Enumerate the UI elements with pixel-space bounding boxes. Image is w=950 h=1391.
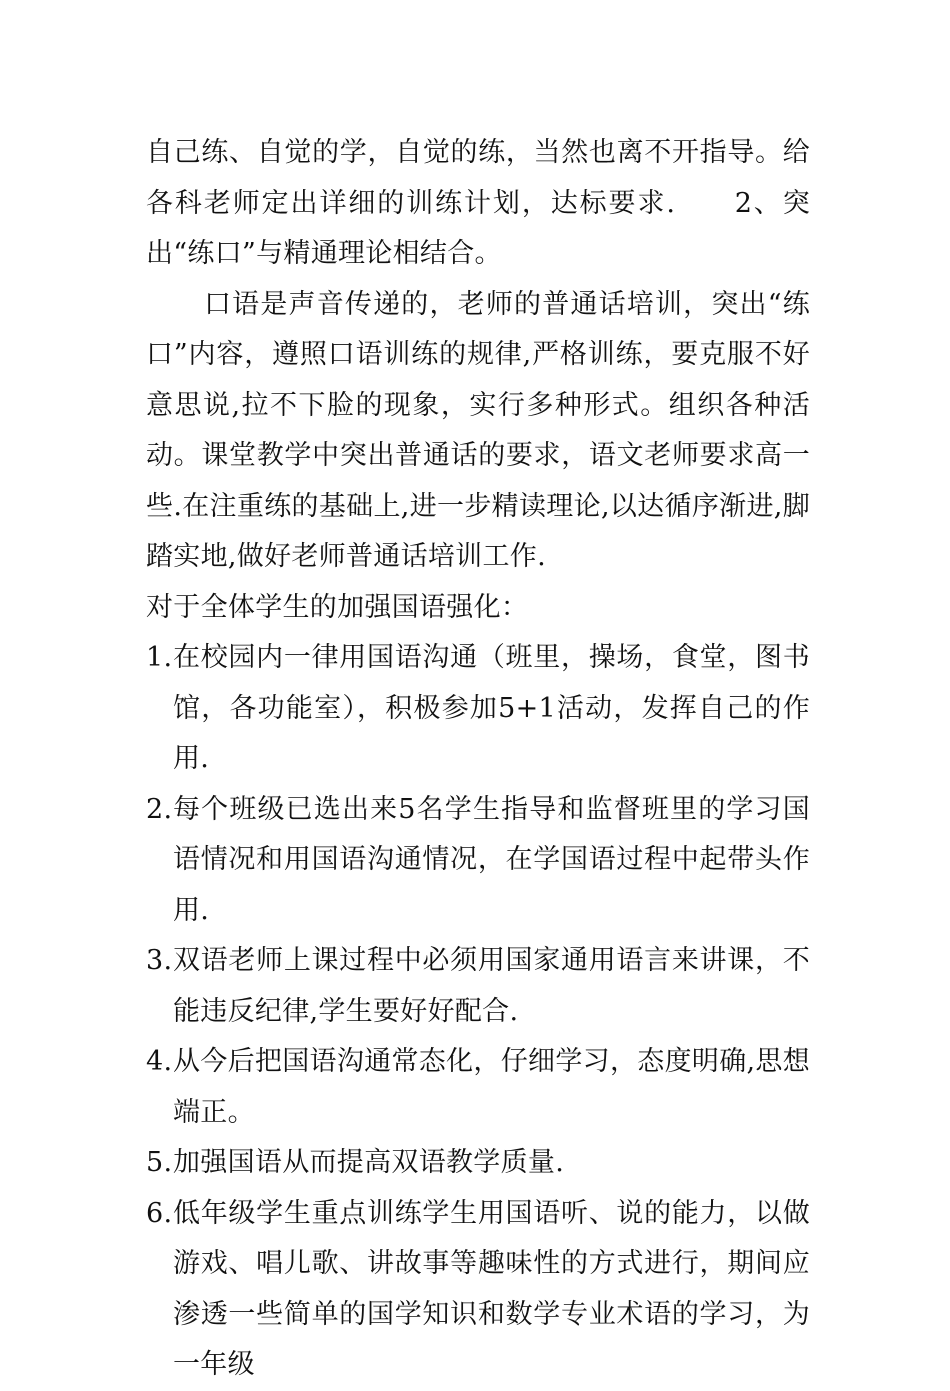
list-item-text: 双语老师上课过程中必须用国家通用语言来讲课，不能违反纪律,学生要好好配合. bbox=[173, 945, 810, 1027]
list-item-text: 从今后把国语沟通常态化，仔细学习，态度明确,思想端正。 bbox=[173, 1046, 810, 1128]
paragraph-oral-training: 口语是声音传递的，老师的普通话培训，突出“练口”内容，遵照口语训练的规律,严格训练，要克服不好意思说,拉不下脸的现象，实行多种形式。组织各种活动。课堂教学中突出普通话的要求，语文老师要求高一些.在注重练的基础上,进一步精读理论,以达循序渐进,脚踏实地,做好老师普通话培训工作. bbox=[146, 288, 810, 572]
list-item bbox=[146, 1189, 810, 1391]
list-item-text: 低年级学生重点训练学生用国语听、说的能力，以做游戏、唱儿歌、讲故事等趣味性的方式进行，期间应渗透一些简单的国学知识和数学专业术语的学习，为一年级 bbox=[173, 1197, 810, 1380]
section-heading: 对于全体学生的加强国语强化： bbox=[146, 591, 529, 623]
measures-list bbox=[146, 633, 810, 1391]
list-item-number: 4. bbox=[146, 1046, 173, 1077]
list-item-number: 2. bbox=[146, 793, 173, 825]
list-item bbox=[146, 633, 810, 785]
list-item-number: 3. bbox=[146, 945, 173, 976]
list-item bbox=[146, 1037, 810, 1138]
list-item-text: 每个班级已选出来5名学生指导和监督班里的学习国语情况和用国语沟通情况，在学国语过程中起带头作用. bbox=[173, 793, 810, 926]
paragraph-continuation: 自己练、自觉的学，自觉的练，当然也离不开指导。给各科老师定出详细的训练计划，达标要求. 2、突出“练口”与精通理论相结合。 bbox=[146, 137, 810, 269]
document-body bbox=[146, 128, 810, 1391]
list-item-text: 加强国语从而提高双语教学质量. bbox=[173, 1147, 565, 1178]
list-item-number: 1. bbox=[146, 642, 173, 673]
list-item-text: 在校园内一律用国语沟通（班里，操场，食堂，图书馆，各功能室），积极参加5+1活动，发挥自己的作用. bbox=[173, 642, 810, 774]
list-item-number: 6. bbox=[146, 1197, 173, 1229]
list-item bbox=[146, 1138, 810, 1189]
list-item bbox=[146, 936, 810, 1037]
list-item-number: 5. bbox=[146, 1147, 173, 1178]
list-item bbox=[146, 785, 810, 937]
